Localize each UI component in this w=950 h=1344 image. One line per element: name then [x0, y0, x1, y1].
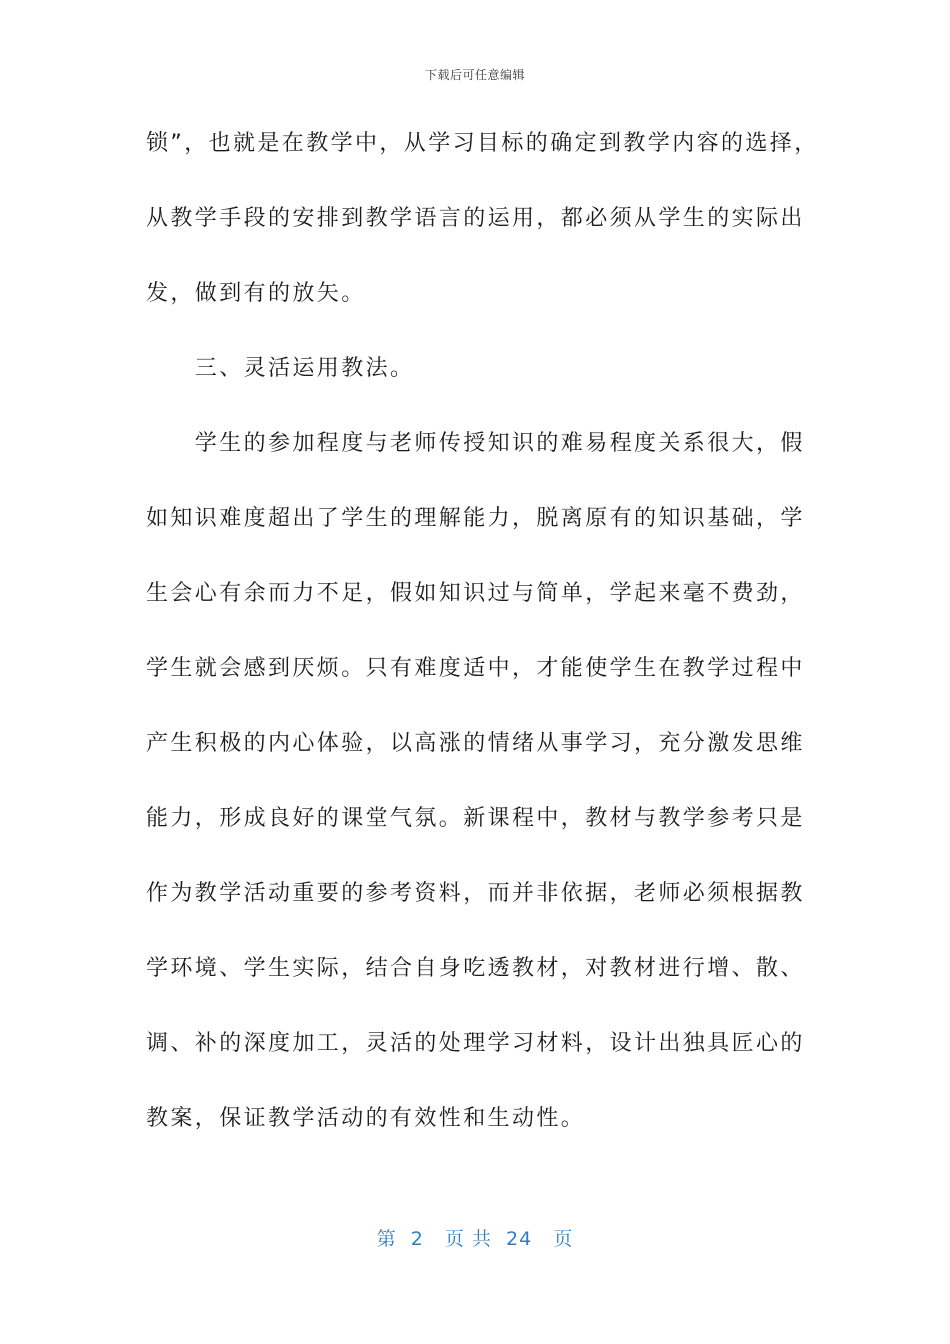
text-line: 从教学手段的安排到教学语言的运用，都必须从学生的实际出	[146, 206, 805, 231]
document-body	[146, 118, 819, 1168]
section-heading: 三、灵活运用教法。	[146, 356, 415, 381]
text-line: 教案，保证教学活动的有效性和生动性。	[146, 1106, 586, 1131]
text-line: 如知识难度超出了学生的理解能力，脱离原有的知识基础，学	[146, 506, 805, 531]
text-line: 能力，形成良好的课堂气氛。新课程中，教材与教学参考只是	[146, 806, 805, 831]
text-line: 作为教学活动重要的参考资料，而并非依据，老师必须根据教	[146, 881, 805, 906]
page-header: 下载后可任意编辑	[424, 68, 525, 82]
page-number-text: 第 2 页 共 24 页	[376, 1228, 574, 1250]
text-line: 发，做到有的放矢。	[146, 281, 366, 306]
text-line: 生会心有余而力不足，假如知识过与简单，学起来毫不费劲，	[146, 581, 805, 606]
page-number-footer	[0, 1224, 950, 1251]
text-line: 调、补的深度加工，灵活的处理学习材料，设计出独具匠心的	[146, 1031, 805, 1056]
text-line: 产生积极的内心体验，以高涨的情绪从事学习，充分激发思维	[146, 731, 805, 756]
text-line: 学环境、学生实际，结合自身吃透教材，对教材进行增、散、	[146, 956, 805, 981]
text-line: 锁”，也就是在教学中，从学习目标的确定到教学内容的选择，	[146, 131, 819, 156]
text-line: 学生就会感到厌烦。只有难度适中，才能使学生在教学过程中	[146, 656, 805, 681]
text-line: 学生的参加程度与老师传授知识的难易程度关系很大，假	[146, 431, 805, 456]
